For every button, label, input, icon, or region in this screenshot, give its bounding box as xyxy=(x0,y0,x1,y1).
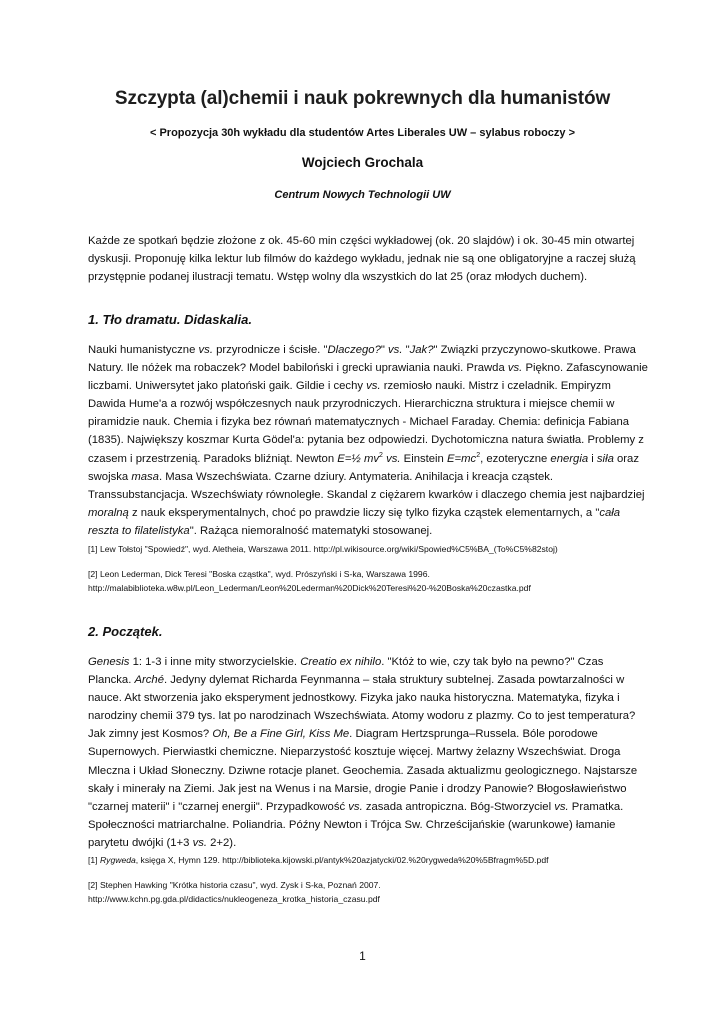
reference-url: http://malabiblioteka.w8w.pl/Leon_Lederman/Leon%20Lederman%20Dick%20Teresi%20-%20Boska%20czastka.pdf xyxy=(88,583,531,593)
section-2-reference-2: [2] Stephen Hawking "Krótka historia czasu", wyd. Zysk i S-ka, Poznań 2007. http://www.kchn.pg.gda.pl/didactics/nukleogeneza_krotka_historia_czasu.pdf xyxy=(88,878,648,906)
section-2-body: Genesis 1: 1-3 i inne mity stworzycielskie. Creatio ex nihilo. "Któż to wie, czy tak było na pewno?" Czas Plancka. Arché. Jedyny dylemat Richarda Feynmanna – stała struktury subtelnej. Zasada powtarzalności w nauce. Akt stworzenia jako eksperyment jednostkowy. Fizyka jako nauka historyczna. Matematyka, fizyka i narodziny chemii 379 tys. lat po narodzinach Wszechświata. Atomy wodoru z plazmy. Co to jest temperatura? Jak zimny jest Kosmos? Oh, Be a Fine Girl, Kiss Me. Diagram Hertzsprunga–Russela. Bóle porodowe Supernowych. Pierwiastki chemiczne. Nieparzystość kosztuje więcej. Martwy żelazny Wszechświat. Droga Mleczna i Układ Słoneczny. Dziwne rotacje planet. Geochemia. Zasada aktualizmu geologicznego. Najstarsze skały i minerały na Ziemi. Jak jest na Wenus i na Marsie, drogie Panie i drodzy Panowie? Błogosławieństwo "czarnej materii" i "czarnej energii". Przypadkowość vs. zasada antropiczna. Bóg-Stworzyciel vs. Pramatka. Społeczności matriarchalne. Poliandria. Późny Newton i Trójca Sw. Chrześcijańskie (warunkowe) łamanie parytetu dwójki (1+3 vs. 2+2). xyxy=(88,656,638,849)
author-name: Wojciech Grochala xyxy=(301,155,424,170)
section-1-reference-1: [1] Lew Tołstoj "Spowiedź", wyd. Aletheia, Warszawa 2011. http://pl.wikisource.org/wiki/Spowied%C5%BA_(To%C5%82stoj) xyxy=(88,544,558,554)
section-1-reference-2: [2] Leon Lederman, Dick Teresi "Boska cząstka", wyd. Prószyński i S-ka, Warszawa 1996. http://malabiblioteka.w8w.pl/Leon_Lederman/Leon%20Lederman%20Dick%20Teresi%20-%20Boska%20czastka.pdf xyxy=(88,567,648,595)
document-title: Szczypta (al)chemii i nauk pokrewnych dla humanistów xyxy=(114,88,611,109)
section-2-heading: 2. Początek. xyxy=(88,624,163,639)
page-number: 1 xyxy=(359,949,366,963)
reference-url: http://www.kchn.pg.gda.pl/didactics/nukleogeneza_krotka_historia_czasu.pdf xyxy=(88,894,380,904)
section-1-body: Nauki humanistyczne vs. przyrodnicze i ścisłe. "Dlaczego?" vs. "Jak?" Związki przyczynowo-skutkowe. Prawa Natury. Ile nóżek ma robaczek? Model babiloński i grecki uprawiania nauki. Prawda vs. Piękno. Zafascynowanie liczbami. Uniwersytet jako platoński gaik. Gildie i cechy vs. rzemiosło nauki. Mistrz i czeladnik. Empiryzm Dawida Hume'a a rozwój współczesnych nauk przyrodniczych. Hierarchiczna struktura i miejsce chemii w piramidzie nauk. Chemia i fizyka bez równań matematycznych - Michael Faraday. Chemia: definicja Fabiana (1835). Największy koszmar Kurta Gödel'a: pytania bez odpowiedzi. Dychotomiczna natura światła. Problemy z czasem i przestrzenią. Paradoks bliźniąt. Newton E=½ $mv^2$ vs. Einstein $E=mc^2$, ezoteryczne energia i siła oraz swojska masa. Masa Wszechświata. Czarne dziury. Antymateria. Anihilacja i kreacja cząstek. Transsubstancjacja. Wszechświaty równoległe. Skandal z ciężarem kwarków i dlaczego chemia jest najbardziej moralną z nauk eksperymentalnych, choć po prawdzie liczy się tylko fizyka cząstek elementarnych, a "cała reszta to filatelistyka". Rażąca niemoralność matematyki stosowanej. xyxy=(88,344,648,537)
intro-paragraph: Każde ze spotkań będzie złożone z ok. 45-60 min części wykładowej (ok. 20 slajdów) i ok. 30-45 min otwartej dyskusji. Proponuję kilka lektur lub filmów do każdego wykładu, jednak nie są one obligatoryjne a raczej służą przystępnie podanej ilustracji tematu. Wstęp wolny dla wszystkich do lat 25 (oraz młodych duchem). xyxy=(88,235,636,284)
section-1-heading: 1. Tło dramatu. Didaskalia. xyxy=(88,312,252,327)
author-affiliation: Centrum Nowych Technologii UW xyxy=(274,189,451,201)
section-2-reference-1: [1] Rygweda, księga X, Hymn 129. http://biblioteka.kijowski.pl/antyk%20azjatycki/02.%20rygweda%20%5Bfragm%5D.pdf xyxy=(88,855,549,865)
document-subtitle: < Propozycja 30h wykładu dla studentów Artes Liberales UW – sylabus roboczy > xyxy=(149,127,576,139)
